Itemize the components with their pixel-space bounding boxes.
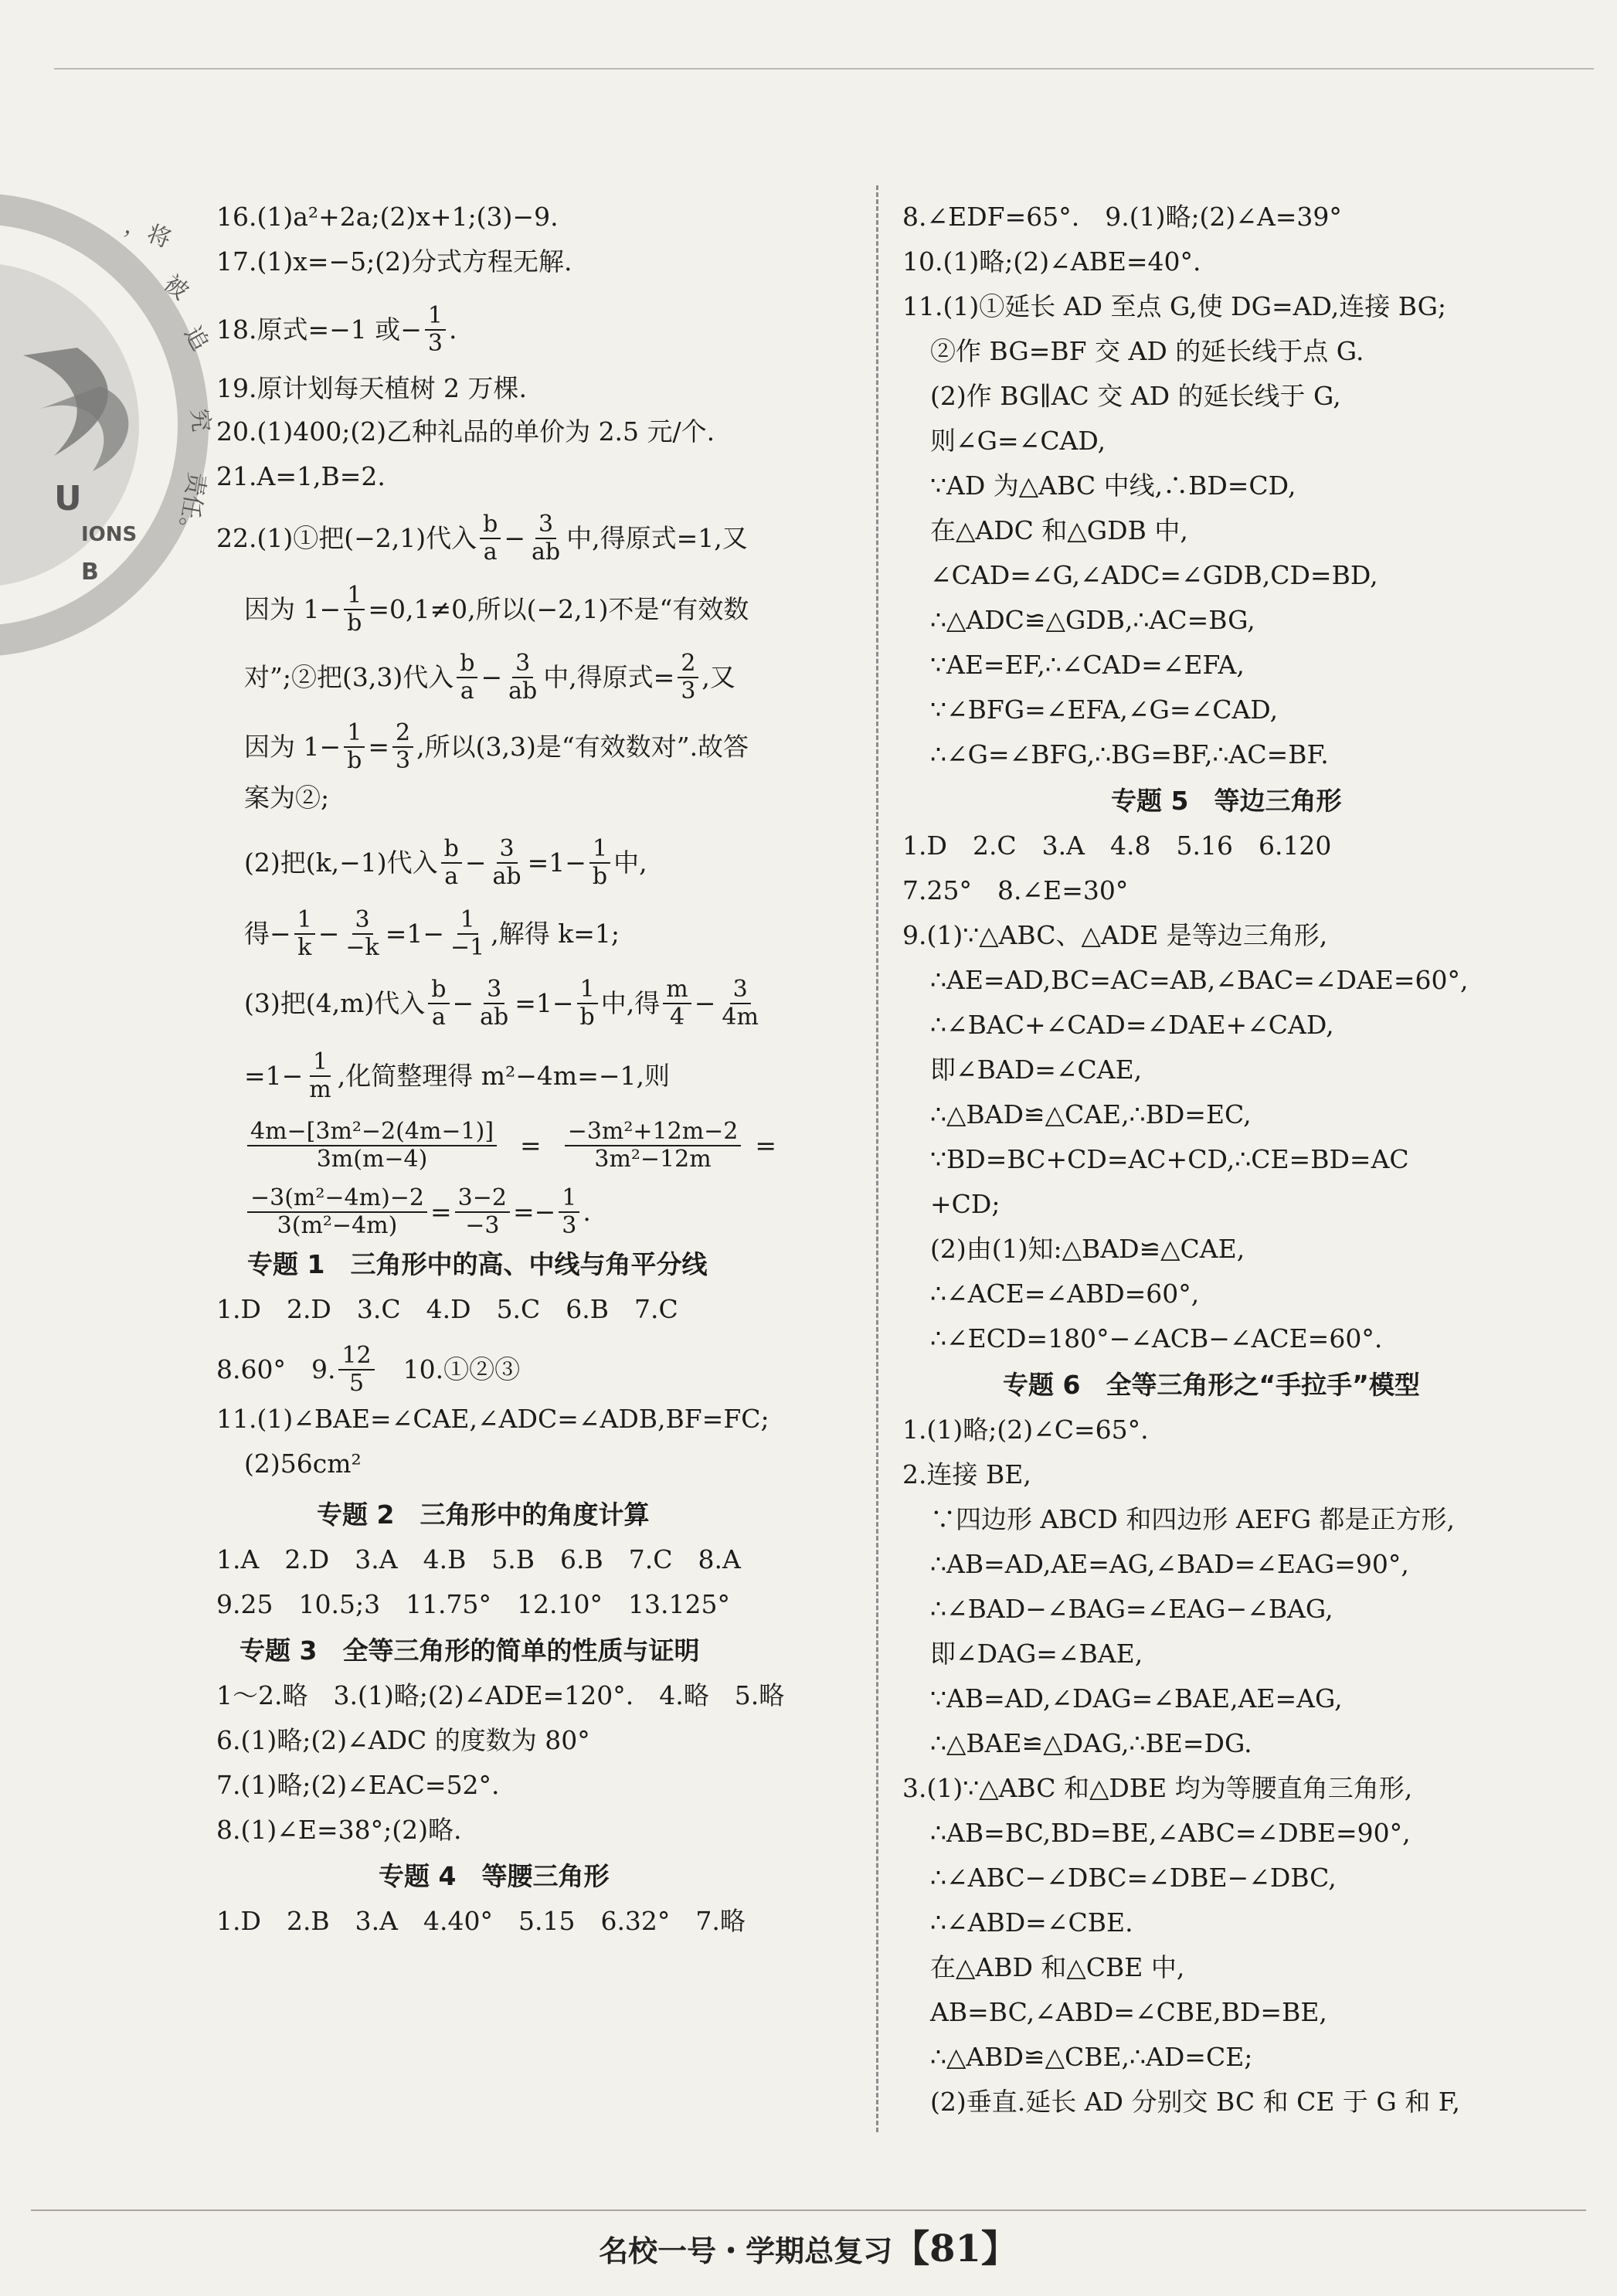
answer-22-part-3-calc-1: $\frac{\text{4m−[3m²−2(4m−1)]}}{3m(m-4)}$ = $\frac{\text{−3m²+12m−2}}{\text{3m²−12m}}$ = [216, 1119, 776, 1173]
answer-line: +CD; [930, 1189, 1000, 1219]
answer-line: ∴△ADC≌△GDB,∴AC=BG, [930, 605, 1255, 635]
answer-line: 1.(1)略;(2)∠C=65°. [902, 1415, 1149, 1445]
answer-line: ∴∠BAC+∠CAD=∠DAE+∠CAD, [930, 1010, 1334, 1040]
answer-line: ∵AB=AD,∠DAG=∠BAE,AE=AG, [930, 1683, 1343, 1714]
answer-line: ∵BD=BC+CD=AC+CD,∴CE=BD=AC [930, 1144, 1409, 1174]
answer-18: 18.原式=−1 或− $\frac{1}{3}$ . [216, 302, 457, 357]
topic-1-line-1: 1.D 2.D 3.C 4.D 5.C 6.B 7.C [216, 1294, 678, 1324]
fraction: $\frac{3}{ab}$ [508, 650, 538, 705]
topic-1-line-2: 8.60° 9. $\frac{12}{5}$ 10.①②③ [216, 1342, 521, 1397]
answer-line: ∴AE=AD,BC=AC=AB,∠BAC=∠DAE=60°, [930, 965, 1469, 995]
answer-line: ∴∠ECD=180°−∠ACB−∠ACE=60°. [930, 1323, 1383, 1353]
answer-line: ∵AD 为△ABC 中线,∴BD=CD, [930, 470, 1296, 501]
answer-line: ∠CAD=∠G,∠ADC=∠GDB,CD=BD, [930, 560, 1378, 590]
fraction: $\frac{2}{3}$ [678, 650, 698, 705]
answer-22-part-3-calc-2: $\frac{\text{−3(m²−4m)−2}}{\text{3(m²−4m)}}$ = $\frac{3-2}{-3}$ =− $\frac{1}{3}$ . [216, 1185, 591, 1239]
answer-line: ∴△BAE≌△DAG,∴BE=DG. [930, 1728, 1252, 1758]
fraction: $\frac{m}{4}$ [663, 976, 691, 1031]
answer-20: 20.(1)400;(2)乙种礼品的单价为 2.5 元/个. [216, 416, 715, 447]
answer-line: 即∠BAD=∠CAE, [930, 1055, 1143, 1085]
svg-text:追: 追 [178, 321, 214, 355]
fraction: $\frac{1}{3}$ [559, 1185, 579, 1239]
answer-22-part-3-simplify: =1− $\frac{1}{m}$ ,化简整理得 m²−4m=−1,则 [244, 1048, 670, 1103]
answer-line: ∵AE=EF,∴∠CAD=∠EFA, [930, 650, 1245, 680]
topic-4-line-1: 1.D 2.B 3.A 4.40° 5.15 6.32° 7.略 [216, 1906, 746, 1936]
fraction: $\frac{2}{3}$ [392, 720, 413, 774]
answer-line: ②作 BG=BF 交 AD 的延长线于点 G. [930, 336, 1364, 366]
topic-1-line-3: 11.(1)∠BAE=∠CAE,∠ADC=∠ADB,BF=FC; [216, 1404, 769, 1434]
fraction: $\frac{1}{b}$ [589, 836, 610, 890]
svg-text:B: B [81, 559, 99, 586]
answer-line: 11.(1)①延长 AD 至点 G,使 DG=AD,连接 BG; [902, 291, 1447, 321]
svg-text:，将: ，将 [121, 212, 175, 254]
topic-6-heading: 专题 6 全等三角形之“手拉手”模型 [1003, 1370, 1420, 1400]
answer-line: 7.25° 8.∠E=30° [902, 875, 1129, 905]
fraction: $\frac{b}{a}$ [457, 650, 477, 705]
fraction: $\frac{12}{5}$ [338, 1343, 374, 1397]
svg-text:究: 究 [185, 407, 215, 433]
answer-19: 19.原计划每天植树 2 万棵. [216, 373, 527, 403]
fraction: $\frac{b}{a}$ [428, 976, 449, 1031]
svg-text:责任。: 责任。 [172, 470, 211, 544]
fraction: $\frac{\text{−3m²+12m−2}}{\text{3m²−12m}}$ [565, 1119, 742, 1173]
topic-3-line-2: 6.(1)略;(2)∠ADC 的度数为 80° [216, 1725, 590, 1755]
fraction: $\frac{1}{b}$ [344, 720, 365, 774]
answer-line: 1.D 2.C 3.A 4.8 5.16 6.120 [902, 830, 1332, 861]
fraction: $\frac{1}{m}$ [309, 1048, 331, 1103]
fraction: $\frac{\text{4m−[3m²−2(4m−1)]}}{3m(m-4)}$ [247, 1119, 497, 1173]
answer-22-part-2-solve: 得− $\frac{1}{k}$ − $\frac{3}{-k}$ =1− $\frac{1}{-1}$ ,解得 k=1; [244, 906, 620, 961]
answer-line: ∵∠BFG=∠EFA,∠G=∠CAD, [930, 695, 1279, 725]
fraction: $\frac{\text{−3(m²−4m)−2}}{\text{3(m²−4m)}}$ [247, 1185, 427, 1239]
answer-line: (2)由(1)知:△BAD≌△CAE, [930, 1234, 1245, 1264]
topic-5-heading: 专题 5 等边三角形 [1111, 786, 1342, 816]
answer-22-line-2: 因为 1− $\frac{1}{b}$ =0,1≠0,所以(−2,1)不是“有效数 [244, 582, 749, 637]
fraction: $\frac{1}{b}$ [344, 582, 365, 637]
answer-16: 16.(1)a²+2a;(2)x+1;(3)−9. [216, 202, 559, 232]
answer-line: 在△ADC 和△GDB 中, [930, 515, 1188, 545]
column-divider [876, 185, 878, 2132]
fraction: $\frac{b}{a}$ [480, 511, 501, 566]
svg-text:IONS: IONS [81, 523, 138, 546]
topic-3-line-3: 7.(1)略;(2)∠EAC=52°. [216, 1770, 500, 1800]
topic-1-line-4: (2)56cm² [244, 1449, 362, 1479]
answer-line: ∴∠BAD−∠BAG=∠EAG−∠BAG, [930, 1594, 1333, 1624]
answer-line: 8.∠EDF=65°. 9.(1)略;(2)∠A=39° [902, 202, 1342, 232]
topic-2-heading: 专题 2 三角形中的角度计算 [317, 1500, 650, 1530]
answer-line: ∴∠ABD=∠CBE. [930, 1907, 1133, 1938]
answer-21: 21.A=1,B=2. [216, 461, 386, 491]
answer-line: (2)作 BG∥AC 交 AD 的延长线于 G, [930, 381, 1341, 411]
answer-line: AB=BC,∠ABD=∠CBE,BD=BE, [930, 1997, 1327, 2027]
answer-line: 则∠G=∠CAD, [930, 426, 1106, 456]
fraction: $\frac{1}{3}$ [425, 303, 446, 357]
answer-line: ∴△BAD≌△CAE,∴BD=EC, [930, 1099, 1252, 1129]
publisher-seal-icon [8, 178, 215, 672]
topic-3-heading: 专题 3 全等三角形的简单的性质与证明 [239, 1635, 700, 1666]
answer-line: ∴∠ACE=∠ABD=60°, [930, 1279, 1200, 1309]
answer-18-text: 18.原式=−1 或− [216, 314, 422, 345]
answer-22-part-3: (3)把(4,m)代入 $\frac{b}{a}$ − $\frac{3}{ab}$ =1− $\frac{1}{b}$ 中,得 $\frac{m}{4}$ − $\frac{3}{4m}$ [216, 976, 765, 1031]
topic-4-heading: 专题 4 等腰三角形 [379, 1861, 610, 1891]
answer-line: 即∠DAG=∠BAE, [930, 1639, 1143, 1669]
answer-line: ∴AB=BC,BD=BE,∠ABC=∠DBE=90°, [930, 1818, 1411, 1848]
fraction: $\frac{b}{a}$ [441, 836, 462, 890]
answer-line: 9.(1)∵△ABC、△ADE 是等边三角形, [902, 920, 1328, 950]
topic-3-line-4: 8.(1)∠E=38°;(2)略. [216, 1815, 462, 1845]
top-rule [54, 68, 1594, 70]
answer-line: ∵四边形 ABCD 和四边形 AEFG 都是正方形, [930, 1504, 1456, 1534]
answer-22-part-2: (2)把(k,−1)代入 $\frac{b}{a}$ − $\frac{3}{ab}$ =1− $\frac{1}{b}$ 中, [244, 835, 647, 890]
answer-22-line-1: 22.(1)①把(−2,1)代入 $\frac{b}{a}$ − $\frac{3}{ab}$ 中,得原式=1,又 [216, 511, 748, 566]
answer-22-line-3: 对”;②把(3,3)代入 $\frac{b}{a}$ − $\frac{3}{ab}$ 中,得原式= $\frac{2}{3}$ ,又 [244, 650, 735, 705]
answer-22-line-5: 案为②; [244, 783, 330, 813]
book-title: 名校一号・学期总复习 [599, 2233, 893, 2268]
fraction: $\frac{1}{-1}$ [450, 906, 485, 961]
page-number: 【81】 [892, 2227, 1018, 2271]
answer-line: 在△ABD 和△CBE 中, [930, 1952, 1185, 1982]
answer-line: ∴△ABD≌△CBE,∴AD=CE; [930, 2042, 1253, 2072]
svg-text:U: U [54, 479, 82, 518]
answer-line: (2)垂直.延长 AD 分别交 BC 和 CE 于 G 和 F, [930, 2087, 1460, 2117]
bottom-rule [31, 2209, 1586, 2211]
fraction: $\frac{3}{4m}$ [722, 976, 759, 1031]
topic-2-line-1: 1.A 2.D 3.A 4.B 5.B 6.B 7.C 8.A [216, 1544, 741, 1574]
answer-22-line-4: 因为 1− $\frac{1}{b}$ = $\frac{2}{3}$ ,所以(3,3)是“有效数对”.故答 [244, 719, 749, 774]
answer-line: 2.连接 BE, [902, 1459, 1031, 1489]
answer-line: ∴AB=AD,AE=AG,∠BAD=∠EAG=90°, [930, 1549, 1409, 1579]
topic-3-line-1: 1～2.略 3.(1)略;(2)∠ADE=120°. 4.略 5.略 [216, 1680, 785, 1710]
answer-line: ∴∠ABC−∠DBC=∠DBE−∠DBC, [930, 1863, 1337, 1893]
fraction: $\frac{3}{ab}$ [480, 976, 509, 1031]
fraction: $\frac{3}{ab}$ [531, 511, 561, 566]
fraction: $\frac{3}{-k}$ [345, 906, 379, 961]
topic-1-heading: 专题 1 三角形中的高、中线与角平分线 [247, 1249, 708, 1279]
answer-line: 3.(1)∵△ABC 和△DBE 均为等腰直角三角形, [902, 1773, 1413, 1803]
fraction: $\frac{3-2}{-3}$ [455, 1185, 510, 1239]
answer-line: ∴∠G=∠BFG,∴BG=BF,∴AC=BF. [930, 739, 1329, 769]
topic-2-line-2: 9.25 10.5;3 11.75° 12.10° 13.125° [216, 1589, 730, 1619]
fraction: $\frac{1}{k}$ [294, 907, 315, 961]
answer-17: 17.(1)x=−5;(2)分式方程无解. [216, 246, 572, 277]
fraction: $\frac{1}{b}$ [577, 976, 598, 1031]
fraction: $\frac{3}{ab}$ [492, 835, 521, 890]
answer-line: 10.(1)略;(2)∠ABE=40°. [902, 246, 1201, 277]
svg-text:被: 被 [158, 270, 194, 306]
page-footer [0, 2219, 1617, 2272]
